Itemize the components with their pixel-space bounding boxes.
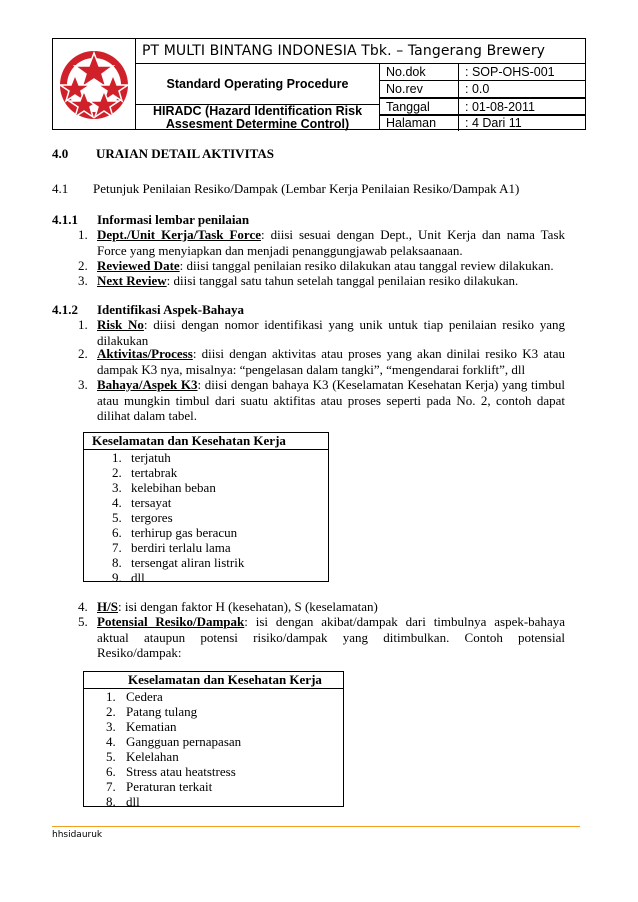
meta-key: Halaman [386,116,437,130]
meta-key: No.dok [386,65,426,79]
hiradc-title [136,105,380,129]
list-number: 3. [78,273,88,288]
hazard-table-header: Keselamatan dan Kesehatan Kerja [84,433,328,450]
list-item: 6. Stress atau heatstress [106,764,236,779]
footer-author: hhsidauruk [52,830,103,840]
list-item: 3. kelebihan beban [112,480,216,495]
section-title: URAIAN DETAIL AKTIVITAS [96,146,274,161]
list-item: 9. dll [112,570,145,585]
list-number: 3. [78,377,88,392]
meta-value: : 01-08-2011 [458,99,535,115]
list-item: 1. Cedera [106,689,163,704]
subsection-number: 4.1.1 [52,212,78,227]
term: Dept./Unit Kerja/Task Force [97,227,261,242]
star-logo-icon [53,39,135,129]
list-item: Reviewed Date: diisi tanggal penilaian resiko dilakukan atau tanggal review dilakukan. [97,258,554,273]
subsection-title: Informasi lembar penilaian [97,212,250,227]
meta-value: : 4 Dari 11 [458,115,522,131]
meta-key: Tanggal [386,100,430,114]
document-header [52,38,586,130]
impact-list [84,689,343,809]
list-item: H/S: isi dengan faktor H (kesehatan), S (keselamatan) [97,599,378,614]
list-item: 7. Peraturan terkait [106,779,213,794]
list-number: 5. [78,614,88,629]
sop-title: Standard Operating Procedure [136,64,380,105]
subsection-number: 4.1 [52,181,69,196]
hiradc-title-line2: Assesment Determine Control) [165,116,350,131]
company-name: PT MULTI BINTANG INDONESIA Tbk. – Tangerang Brewery [136,39,585,64]
list-item: 4. Gangguan pernapasan [106,734,242,749]
list-item: 6. terhirup gas beracun [112,525,238,540]
list-item: 4. tersayat [112,495,172,510]
list-item: 8. dll [106,794,140,809]
list-item: Dept./Unit Kerja/Task Force: diisi sesuai dengan Dept., Unit Kerja dan nama Task Force yang menyiapkan dan menjadi penanggungjawab pelaksaanaan. [97,227,566,258]
subsection-number: 4.1.2 [52,302,78,317]
list-item: 2. Patang tulang [106,704,198,719]
subsection-text: Petunjuk Penilaian Resiko/Dampak (Lembar Kerja Penilaian Resiko/Dampak A1) [93,181,520,196]
hiradc-title-line1: HIRADC (Hazard Identification Risk [152,104,363,118]
impact-table-header: Keselamatan dan Kesehatan Kerja [84,672,343,689]
list-item: 7. berdiri terlalu lama [112,540,231,555]
company-logo [53,39,136,129]
list-item: Potensial Resiko/Dampak: isi dengan akibat/dampak dari timbulnya aspek-bahaya aktual ataupun potensi risiko/dampak yang ditimbulkan. Contoh potensial Resiko/dampak: [97,614,565,660]
list-number: 2. [78,258,88,273]
meta-value: : 0.0 [458,81,489,97]
list-item: 3. Kematian [106,719,177,734]
meta-row-halaman [380,114,585,131]
list-item: 1. terjatuh [112,450,171,465]
meta-row-no-dok [380,64,585,81]
list-number: 4. [78,599,88,614]
list-item: Next Review: diisi tanggal satu tahun setelah tanggal penilaian resiko dilakukan. [97,273,519,288]
list-item: Bahaya/Aspek K3: diisi dengan bahaya K3 (Keselamatan Kesehatan Kerja) yang timbul atau mungkin timbul dari suatu aktifitas atau proses seperti pada No. 2, contoh dapat dilihat dalam tabel. [97,377,565,423]
section-number: 4.0 [52,146,69,161]
subsection-title: Identifikasi Aspek-Bahaya [97,302,245,317]
list-item: 5. Kelelahan [106,749,179,764]
list-number: 2. [78,346,88,361]
list-item: Risk No: diisi dengan nomor identifikasi yang unik untuk tiap penilaian resiko yang dilakukan [97,317,565,348]
impact-table [83,671,344,807]
meta-key: No.rev [386,82,423,96]
list-item: 5. tergores [112,510,173,525]
hazard-list [84,450,328,585]
list-number: 1. [78,227,88,242]
list-item: 8. tersengat aliran listrik [112,555,245,570]
meta-row-no-rev [380,81,585,98]
document-meta-table [380,64,585,129]
list-number: 1. [78,317,88,332]
list-item: 2. tertabrak [112,465,178,480]
footer-divider [52,826,580,827]
meta-value: : SOP-OHS-001 [458,64,555,80]
list-item: Aktivitas/Process: diisi dengan aktivitas atau proses yang akan dinilai resiko K3 atau dampak K3 nya, misalnya: “pengelasan dalam tangki”, “mengendarai forklift”, dll [97,346,565,377]
hazard-table [83,432,329,585]
